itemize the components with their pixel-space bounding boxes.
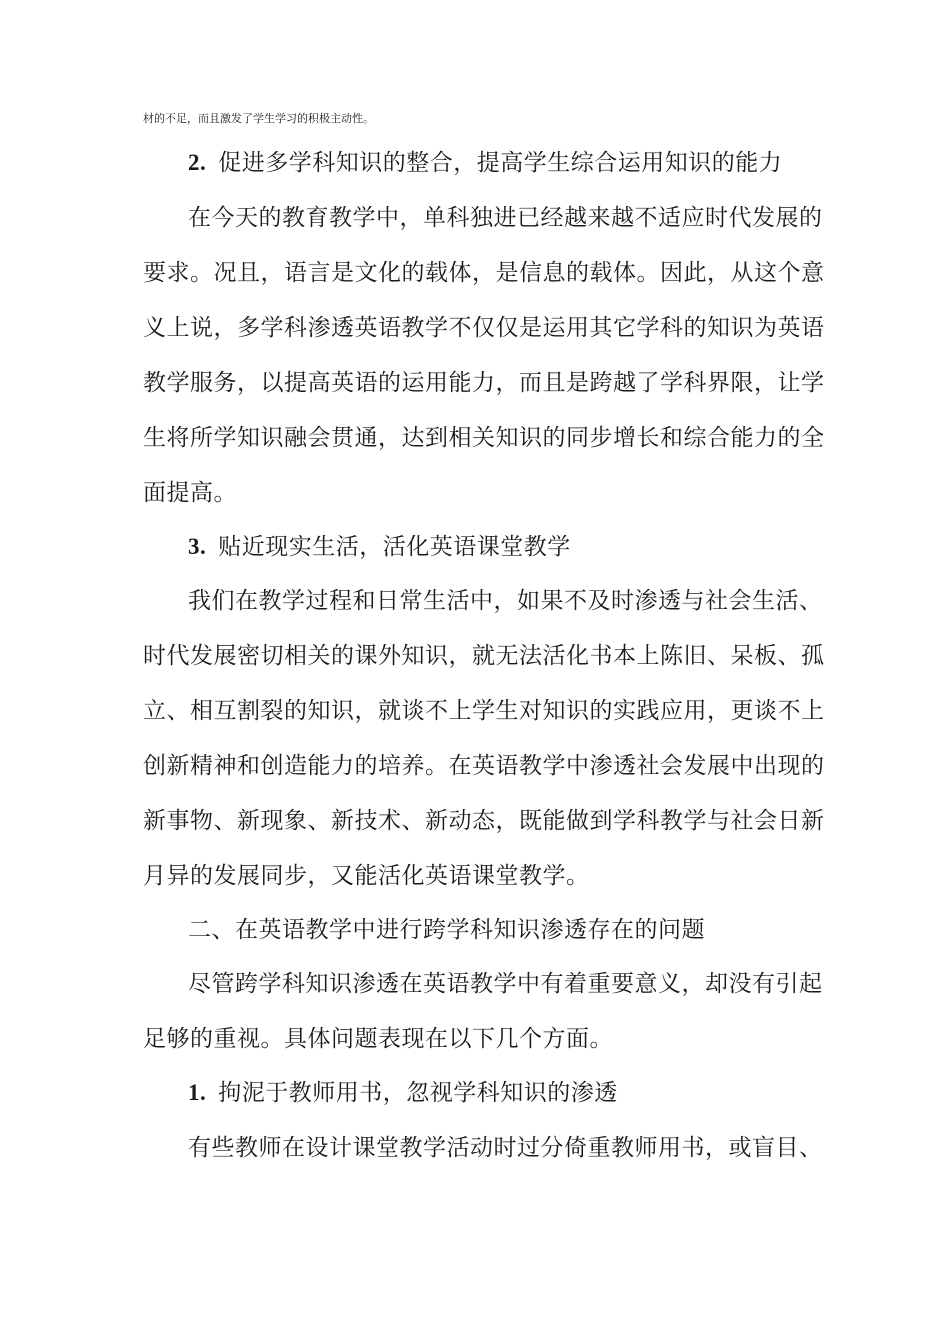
para-3-line: 新事物、新现象、新技术、新动态，既能做到学科教学与社会日新 — [143, 808, 825, 834]
heading-2-number: 2. — [188, 150, 207, 175]
para-2-line: 义上说，多学科渗透英语教学不仅仅是运用其它学科的知识为英语 — [143, 315, 825, 341]
para-5-line: 有些教师在设计课堂教学活动时过分倚重教师用书，或盲目、 — [188, 1135, 823, 1161]
para-3-line: 时代发展密切相关的课外知识，就无法活化书本上陈旧、呆板、孤 — [143, 643, 825, 669]
carry-over-line: 材的不足，而且激发了学生学习的积极主动性。 — [143, 112, 374, 125]
heading-s2-1 — [188, 1078, 618, 1108]
para-3-line: 创新精神和创造能力的培养。在英语教学中渗透社会发展中出现的 — [143, 753, 825, 779]
para-3-line: 月异的发展同步，又能活化英语课堂教学。 — [143, 863, 590, 889]
heading-3-number: 3. — [188, 534, 207, 559]
para-4-line: 足够的重视。具体问题表现在以下几个方面。 — [143, 1026, 613, 1052]
para-2-line: 教学服务，以提高英语的运用能力，而且是跨越了学科界限，让学 — [143, 370, 825, 396]
para-4-line: 尽管跨学科知识渗透在英语教学中有着重要意义，却没有引起 — [188, 971, 823, 997]
para-2-line: 在今天的教育教学中，单科独进已经越来越不适应时代发展的 — [188, 205, 823, 231]
para-2-line: 要求。况且，语言是文化的载体，是信息的载体。因此，从这个意 — [143, 260, 825, 286]
section-2-heading: 二、在英语教学中进行跨学科知识渗透存在的问题 — [188, 917, 705, 943]
para-2-line: 面提高。 — [143, 480, 237, 506]
heading-s2-1-text: 拘泥于教师用书，忽视学科知识的渗透 — [218, 1080, 618, 1106]
para-2-line: 生将所学知识融会贯通，达到相关知识的同步增长和综合能力的全 — [143, 425, 825, 451]
heading-s2-1-number: 1. — [188, 1080, 207, 1105]
heading-3 — [188, 532, 571, 562]
para-3-line: 我们在教学过程和日常生活中，如果不及时渗透与社会生活、 — [188, 588, 823, 614]
para-3-line: 立、相互割裂的知识，就谈不上学生对知识的实践应用，更谈不上 — [143, 698, 825, 724]
heading-2 — [188, 148, 782, 178]
heading-3-text: 贴近现实生活，活化英语课堂教学 — [218, 534, 571, 560]
heading-2-text: 促进多学科知识的整合，提高学生综合运用知识的能力 — [218, 150, 783, 176]
